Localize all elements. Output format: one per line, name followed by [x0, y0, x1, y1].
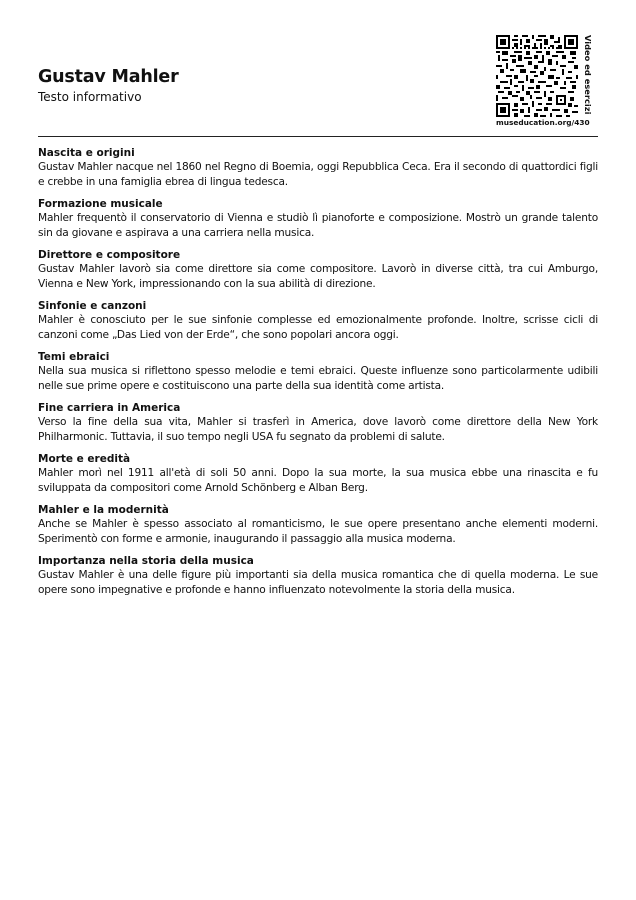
- section-paragraph: Nella sua musica si riflettono spesso melodie e temi ebraici. Queste influenze sono particolarmente udibili nelle sue prime opere e costituiscono una parte della sua identità come artista.: [38, 365, 598, 392]
- section-paragraph: Mahler morì nel 1911 all'età di soli 50 anni. Dopo la sua morte, la sua musica ebbe una rinascita e fu sviluppata da compositori come Arnold Schönberg e Alban Berg.: [38, 467, 598, 494]
- document-body: [38, 146, 598, 605]
- qr-url-link[interactable]: museducation.org/430: [496, 118, 590, 127]
- section-paragraph: Gustav Mahler nacque nel 1860 nel Regno di Boemia, oggi Repubblica Ceca. Era il secondo di quattordici figli e crebbe in una famiglia ebrea di lingua tedesca.: [38, 161, 598, 188]
- section-heading: Sinfonie e canzoni: [38, 300, 147, 312]
- section-nascita: [38, 146, 598, 190]
- section-temi-ebraici: [38, 350, 598, 394]
- section-formazione: [38, 197, 598, 241]
- qr-block[interactable]: [496, 35, 600, 135]
- header-divider: [38, 136, 598, 137]
- section-modernita: [38, 503, 598, 547]
- document-header: [38, 66, 478, 105]
- page-subtitle: Testo informativo: [38, 90, 142, 104]
- section-morte: [38, 452, 598, 496]
- section-paragraph: Anche se Mahler è spesso associato al romanticismo, le sue opere presentano anche elementi moderni. Sperimentò con forme e armonie, inaugurando il passaggio alla musica moderna.: [38, 518, 598, 545]
- section-paragraph: Gustav Mahler lavorò sia come direttore sia come compositore. Lavorò in diverse città, tra cui Amburgo, Vienna e New York, impressionando con la sua abilità di direzione.: [38, 263, 598, 290]
- section-sinfonie: [38, 299, 598, 343]
- section-paragraph: Verso la fine della sua vita, Mahler si trasferì in America, dove lavorò come direttore della New York Philharmonic. Tuttavia, il suo tempo negli USA fu segnato da problemi di salute.: [38, 416, 598, 443]
- section-heading: Mahler e la modernità: [38, 504, 169, 516]
- section-heading: Nascita e origini: [38, 147, 135, 159]
- page-title: Gustav Mahler: [38, 67, 179, 87]
- section-america: [38, 401, 598, 445]
- section-paragraph: Gustav Mahler è una delle figure più importanti sia della musica romantica che di quella moderna. Le sue opere sono impegnative e profonde e hanno influenzato notevolmente la storia della musica.: [38, 569, 598, 596]
- section-heading: Fine carriera in America: [38, 402, 181, 414]
- qr-code-icon[interactable]: [496, 35, 578, 117]
- section-heading: Importanza nella storia della musica: [38, 555, 254, 567]
- section-paragraph: Mahler è conosciuto per le sue sinfonie complesse ed emozionalmente profonde. Inoltre, scrisse cicli di canzoni come „Das Lied von der Erde“, che sono popolari ancora oggi.: [38, 314, 598, 341]
- section-heading: Morte e eredità: [38, 453, 131, 465]
- section-heading: Temi ebraici: [38, 351, 110, 363]
- section-importanza: [38, 554, 598, 598]
- qr-side-label: Video ed esercizi: [583, 35, 593, 115]
- section-heading: Formazione musicale: [38, 198, 163, 210]
- section-direttore: [38, 248, 598, 292]
- section-paragraph: Mahler frequentò il conservatorio di Vienna e studiò lì pianoforte e composizione. Mostrò un grande talento sin da giovane e aspirava a una carriera nella musica.: [38, 212, 598, 239]
- section-heading: Direttore e compositore: [38, 249, 181, 261]
